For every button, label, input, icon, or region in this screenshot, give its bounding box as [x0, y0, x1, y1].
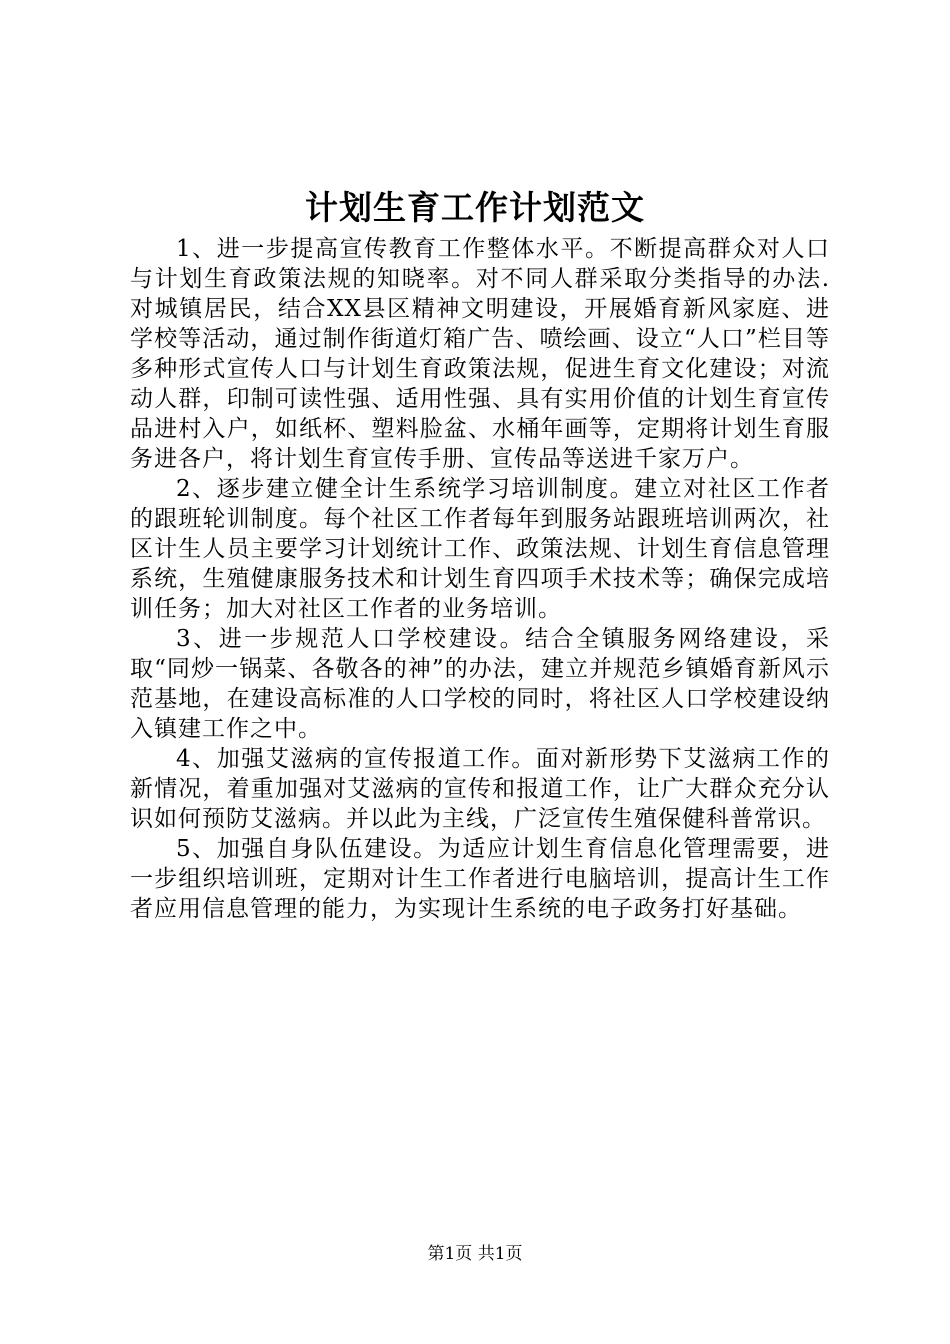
document-body	[130, 234, 830, 924]
paragraph-4: 4、加强艾滋病的宣传报道工作。面对新形势下艾滋病工作的新情况，着重加强对艾滋病的宣传和报道工作，让广大群众充分认识如何预防艾滋病。并以此为主线，广泛宣传生殖保健科普常识。	[130, 746, 830, 832]
page-number-footer: 第1页 共1页	[427, 1244, 523, 1264]
paragraph-1: 1、进一步提高宣传教育工作整体水平。不断提高群众对人口与计划生育政策法规的知晓率。对不同人群采取分类指导的办法.对城镇居民，结合XX县区精神文明建设，开展婚育新风家庭、进学校等活动，通过制作街道灯箱广告、喷绘画、设立“人口”栏目等多种形式宣传人口与计划生育政策法规，促进生育文化建设；对流动人群，印制可读性强、适用性强、具有实用价值的计划生育宣传品进村入户，如纸杯、塑料脸盆、水桶年画等，定期将计划生育服务进各户，将计划生育宣传手册、宣传品等送进千家万户。	[130, 236, 830, 472]
paragraph-2: 2、逐步建立健全计生系统学习培训制度。建立对社区工作者的跟班轮训制度。每个社区工作者每年到服务站跟班培训两次，社区计生人员主要学习计划统计工作、政策法规、计划生育信息管理系统，生殖健康服务技术和计划生育四项手术技术等；确保完成培训任务；加大对社区工作者的业务培训。	[130, 476, 830, 622]
paragraph-3: 3、进一步规范人口学校建设。结合全镇服务网络建设，采取“同炒一锅菜、各敬各的神”的办法，建立并规范乡镇婚育新风示范基地，在建设高标准的人口学校的同时，将社区人口学校建设纳入镇建工作之中。	[130, 626, 830, 742]
paragraph-5: 5、加强自身队伍建设。为适应计划生育信息化管理需要，进一步组织培训班，定期对计生工作者进行电脑培训，提高计生工作者应用信息管理的能力，为实现计生系统的电子政务打好基础。	[130, 836, 830, 922]
document-title: 计划生育工作计划范文	[305, 188, 645, 227]
